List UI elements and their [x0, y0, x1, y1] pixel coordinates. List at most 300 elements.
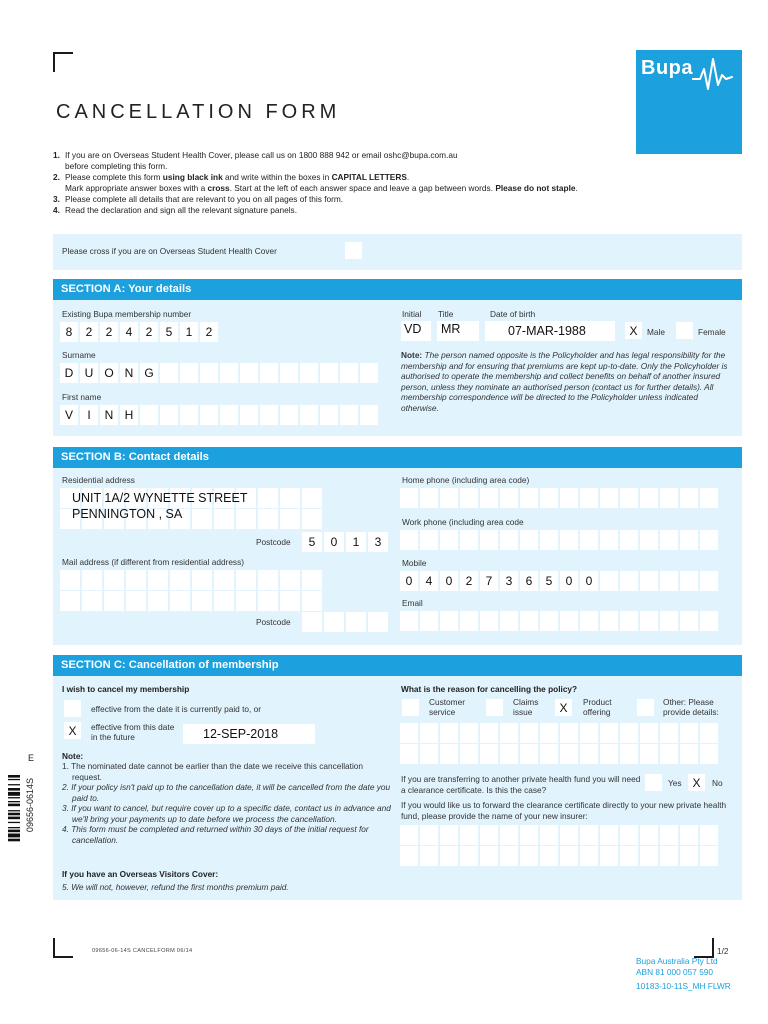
char-box[interactable] — [258, 509, 280, 529]
transfer-yes-label: Yes — [668, 778, 682, 788]
char-box[interactable] — [420, 846, 440, 866]
note-3: 3. If you want to cancel, but require cover up to a specific date, contact us in advance and we'll bring your payments up to date before we process the cancellation. — [62, 803, 391, 824]
char-box[interactable] — [200, 363, 220, 383]
mail-address-line2[interactable] — [60, 591, 324, 611]
reason-claims-label: Claims issue — [513, 697, 539, 717]
char-box[interactable] — [640, 846, 660, 866]
char-box[interactable]: G — [140, 363, 160, 383]
char-box[interactable] — [560, 530, 580, 550]
barcode — [8, 775, 20, 878]
reason-details-line1[interactable] — [400, 723, 720, 743]
char-box[interactable] — [600, 744, 620, 764]
residential-label: Residential address — [62, 475, 135, 485]
char-box[interactable] — [236, 570, 258, 590]
char-box[interactable] — [460, 846, 480, 866]
char-box[interactable] — [302, 488, 324, 508]
char-box[interactable] — [400, 723, 420, 743]
transfer-no-checkbox[interactable]: X — [688, 774, 705, 791]
char-box[interactable] — [580, 846, 600, 866]
char-box[interactable] — [148, 591, 170, 611]
firstname-field[interactable] — [60, 405, 380, 425]
char-box[interactable] — [104, 591, 126, 611]
char-box[interactable] — [580, 611, 600, 631]
char-box[interactable] — [302, 591, 324, 611]
char-box[interactable]: 2 — [80, 322, 100, 342]
initial-label: Initial — [402, 309, 422, 319]
form-reference: 10183-10-11S_MH FLWR — [636, 981, 731, 991]
char-box[interactable] — [540, 530, 560, 550]
char-box[interactable] — [180, 363, 200, 383]
char-box[interactable] — [580, 530, 600, 550]
char-box[interactable] — [640, 611, 660, 631]
note-4: 4. This form must be completed and returned within 30 days of the initial request for cancellation. — [62, 824, 369, 845]
char-box[interactable]: 1 — [346, 532, 368, 552]
char-box[interactable] — [620, 846, 640, 866]
char-box[interactable] — [520, 744, 540, 764]
char-box[interactable] — [320, 405, 340, 425]
ovc-note: 5. We will not, however, refund the first months premium paid. — [62, 882, 289, 892]
residential-line2: PENNINGTON , SA — [72, 507, 183, 521]
char-box[interactable] — [240, 363, 260, 383]
char-box[interactable] — [460, 744, 480, 764]
char-box[interactable] — [460, 530, 480, 550]
char-box[interactable] — [400, 744, 420, 764]
char-box[interactable] — [680, 488, 700, 508]
char-box[interactable] — [660, 611, 680, 631]
char-box[interactable] — [620, 825, 640, 845]
char-box[interactable]: 2 — [100, 322, 120, 342]
char-box[interactable] — [560, 744, 580, 764]
char-box[interactable] — [220, 363, 240, 383]
char-box[interactable] — [580, 744, 600, 764]
char-box[interactable]: O — [100, 363, 120, 383]
char-box[interactable] — [400, 488, 420, 508]
char-box[interactable] — [104, 570, 126, 590]
male-label: Male — [647, 327, 665, 337]
section-c-heading: SECTION C: Cancellation of membership — [53, 655, 742, 676]
char-box[interactable] — [302, 570, 324, 590]
char-box[interactable] — [700, 571, 720, 591]
char-box[interactable] — [420, 530, 440, 550]
firstname-label: First name — [62, 392, 102, 402]
reason-customer-checkbox[interactable] — [402, 699, 419, 716]
heartbeat-icon — [692, 55, 738, 95]
char-box[interactable] — [640, 488, 660, 508]
char-box[interactable]: 0 — [400, 571, 420, 591]
char-box[interactable] — [440, 723, 460, 743]
mail-address-label: Mail address (if different from residential address) — [62, 557, 244, 567]
reason-claims-checkbox[interactable] — [486, 699, 503, 716]
char-box[interactable] — [480, 744, 500, 764]
char-box[interactable] — [520, 825, 540, 845]
cancel-paid-to-checkbox[interactable] — [64, 700, 81, 717]
transfer-no-label: No — [712, 778, 723, 788]
char-box[interactable] — [560, 723, 580, 743]
section-a-heading: SECTION A: Your details — [53, 279, 742, 300]
char-box[interactable]: 0 — [440, 571, 460, 591]
female-checkbox[interactable] — [676, 322, 693, 339]
char-box[interactable]: V — [60, 405, 80, 425]
char-box[interactable] — [440, 825, 460, 845]
char-box[interactable] — [560, 488, 580, 508]
char-box[interactable] — [580, 723, 600, 743]
char-box[interactable] — [440, 744, 460, 764]
char-box[interactable] — [148, 570, 170, 590]
char-box[interactable] — [520, 723, 540, 743]
initial-value: VD — [404, 322, 422, 336]
title-value: MR — [441, 322, 461, 336]
email-label: Email — [402, 598, 423, 608]
char-box[interactable] — [368, 612, 390, 632]
instruction-1: 1. If you are on Overseas Student Health Cover, please call us on 1800 888 942 or email oshc@bupa.com.au — [53, 150, 458, 160]
crop-mark-bottom-right — [694, 938, 714, 958]
section-c-notes — [62, 761, 392, 845]
char-box[interactable] — [236, 591, 258, 611]
char-box[interactable]: N — [120, 363, 140, 383]
instruction-1-line2: before completing this form. — [65, 161, 168, 171]
char-box[interactable] — [680, 846, 700, 866]
char-box[interactable] — [302, 509, 324, 529]
surname-field[interactable] — [60, 363, 380, 383]
surname-label: Surname — [62, 350, 96, 360]
char-box[interactable] — [660, 744, 680, 764]
char-box[interactable] — [540, 846, 560, 866]
side-letter: E — [28, 753, 35, 763]
reason-other-label: Other: Please provide details: — [663, 697, 719, 717]
char-box[interactable] — [480, 530, 500, 550]
char-box[interactable] — [180, 405, 200, 425]
mobile-field[interactable] — [400, 571, 720, 591]
char-box[interactable] — [280, 488, 302, 508]
bupa-logo-text: Bupa — [641, 57, 693, 79]
cancel-future-label: effective from this date in the future — [91, 722, 175, 742]
oshc-label: Please cross if you are on Overseas Student Health Cover — [62, 246, 277, 256]
char-box[interactable] — [160, 363, 180, 383]
char-box[interactable]: 6 — [520, 571, 540, 591]
new-insurer-line2[interactable] — [400, 846, 720, 866]
char-box[interactable] — [680, 530, 700, 550]
char-box[interactable] — [360, 363, 380, 383]
char-box[interactable] — [440, 846, 460, 866]
char-box[interactable] — [420, 825, 440, 845]
char-box[interactable] — [400, 530, 420, 550]
char-box[interactable] — [420, 488, 440, 508]
char-box[interactable] — [420, 611, 440, 631]
char-box[interactable] — [60, 570, 82, 590]
char-box[interactable] — [200, 405, 220, 425]
ovc-heading: If you have an Overseas Visitors Cover: — [62, 869, 219, 879]
char-box[interactable] — [258, 570, 280, 590]
char-box[interactable] — [680, 723, 700, 743]
char-box[interactable] — [258, 591, 280, 611]
cancel-heading: I wish to cancel my membership — [62, 684, 190, 694]
char-box[interactable]: 3 — [368, 532, 390, 552]
char-box[interactable] — [126, 570, 148, 590]
char-box[interactable]: 8 — [60, 322, 80, 342]
char-box[interactable] — [640, 723, 660, 743]
char-box[interactable] — [620, 571, 640, 591]
mail-postcode-field[interactable] — [302, 612, 390, 632]
postcode-field[interactable] — [302, 532, 390, 552]
female-label: Female — [698, 327, 726, 337]
char-box[interactable] — [500, 488, 520, 508]
char-box[interactable] — [700, 846, 720, 866]
mail-postcode-label: Postcode — [256, 617, 291, 627]
char-box[interactable]: D — [60, 363, 80, 383]
char-box[interactable] — [680, 611, 700, 631]
char-box[interactable] — [640, 825, 660, 845]
char-box[interactable] — [520, 488, 540, 508]
char-box[interactable] — [340, 405, 360, 425]
char-box[interactable]: 2 — [140, 322, 160, 342]
char-box[interactable] — [700, 530, 720, 550]
instructions — [53, 150, 653, 216]
char-box[interactable] — [500, 723, 520, 743]
char-box[interactable] — [660, 488, 680, 508]
char-box[interactable] — [600, 846, 620, 866]
char-box[interactable] — [302, 612, 324, 632]
char-box[interactable] — [280, 570, 302, 590]
page-number: 1/2 — [717, 946, 729, 956]
cancel-future-checkbox[interactable]: X — [64, 722, 81, 739]
char-box[interactable] — [220, 405, 240, 425]
form-title: CANCELLATION FORM — [56, 101, 341, 123]
char-box[interactable] — [192, 570, 214, 590]
char-box[interactable]: 4 — [120, 322, 140, 342]
char-box[interactable] — [400, 611, 420, 631]
char-box[interactable] — [236, 509, 258, 529]
char-box[interactable] — [400, 825, 420, 845]
char-box[interactable]: 7 — [480, 571, 500, 591]
char-box[interactable] — [460, 825, 480, 845]
char-box[interactable] — [640, 571, 660, 591]
char-box[interactable] — [680, 744, 700, 764]
male-checkbox[interactable]: X — [625, 322, 642, 339]
char-box[interactable] — [560, 825, 580, 845]
char-box[interactable] — [700, 744, 720, 764]
char-box[interactable] — [400, 846, 420, 866]
char-box[interactable] — [520, 611, 540, 631]
char-box[interactable] — [340, 363, 360, 383]
char-box[interactable] — [126, 591, 148, 611]
form-code: 09656-06-14S CANCELFORM 06/14 — [92, 948, 193, 954]
char-box[interactable]: I — [80, 405, 100, 425]
instruction-2: 2. Please complete this form using black ink and write within the boxes in CAPITAL LETTERS. — [53, 172, 410, 182]
char-box[interactable]: 2 — [460, 571, 480, 591]
email-field[interactable] — [400, 611, 720, 631]
instruction-3: 3. Please complete all details that are relevant to you on all pages of this form. — [53, 194, 344, 204]
char-box[interactable] — [540, 744, 560, 764]
reason-other-checkbox[interactable] — [637, 699, 654, 716]
char-box[interactable] — [600, 723, 620, 743]
char-box[interactable] — [260, 363, 280, 383]
char-box[interactable] — [460, 611, 480, 631]
forward-question: If you would like us to forward the clearance certificate directly to your new private health fund, please provide the name of your new insurer: — [401, 800, 727, 821]
char-box[interactable] — [580, 488, 600, 508]
transfer-question: If you are transferring to another private health fund you will need a clearance certificate. Is this the case? — [401, 774, 641, 795]
char-box[interactable] — [620, 723, 640, 743]
char-box[interactable] — [300, 363, 320, 383]
char-box[interactable] — [680, 571, 700, 591]
char-box[interactable] — [580, 825, 600, 845]
char-box[interactable] — [500, 825, 520, 845]
home-phone-field[interactable] — [400, 488, 720, 508]
char-box[interactable] — [620, 611, 640, 631]
membership-label: Existing Bupa membership number — [62, 309, 192, 319]
char-box[interactable] — [660, 530, 680, 550]
char-box[interactable] — [280, 509, 302, 529]
char-box[interactable] — [170, 591, 192, 611]
char-box[interactable]: 3 — [500, 571, 520, 591]
char-box[interactable] — [460, 488, 480, 508]
char-box[interactable]: 5 — [302, 532, 324, 552]
future-date-value: 12-SEP-2018 — [203, 727, 279, 741]
char-box[interactable] — [60, 591, 82, 611]
char-box[interactable] — [280, 405, 300, 425]
company-name: Bupa Australia Pty Ltd — [636, 956, 718, 966]
char-box[interactable] — [480, 723, 500, 743]
char-box[interactable] — [280, 363, 300, 383]
char-box[interactable] — [214, 509, 236, 529]
char-box[interactable]: 1 — [180, 322, 200, 342]
char-box[interactable] — [620, 488, 640, 508]
reason-details-line2[interactable] — [400, 744, 720, 764]
char-box[interactable] — [600, 530, 620, 550]
char-box[interactable] — [420, 744, 440, 764]
char-box[interactable] — [640, 530, 660, 550]
char-box[interactable] — [214, 591, 236, 611]
transfer-yes-checkbox[interactable] — [645, 774, 662, 791]
char-box[interactable] — [620, 744, 640, 764]
section-a-note: Note: The person named opposite is the Policyholder and has legal responsibility for the membership and for ensuring that premiums are kept up-to-date. Only the Policyholder is authorised to operate the membership and collect benefits on behalf of another insured person, unless they nominate an authorised person (contact us for further details). All membership correspondence will be directed to the Policyholder unless indicated otherwise. — [401, 350, 728, 413]
char-box[interactable] — [300, 405, 320, 425]
char-box[interactable] — [260, 405, 280, 425]
char-box[interactable] — [700, 611, 720, 631]
dob-value: 07-MAR-1988 — [508, 324, 586, 338]
char-box[interactable] — [240, 405, 260, 425]
char-box[interactable] — [620, 530, 640, 550]
char-box[interactable] — [700, 488, 720, 508]
char-box[interactable] — [520, 846, 540, 866]
work-phone-label: Work phone (including area code — [402, 517, 524, 527]
char-box[interactable] — [160, 405, 180, 425]
char-box[interactable] — [660, 825, 680, 845]
char-box[interactable] — [540, 611, 560, 631]
char-box[interactable] — [170, 570, 192, 590]
char-box[interactable]: 0 — [580, 571, 600, 591]
char-box[interactable] — [560, 846, 580, 866]
char-box[interactable] — [660, 846, 680, 866]
char-box[interactable] — [214, 570, 236, 590]
char-box[interactable] — [640, 744, 660, 764]
char-box[interactable] — [440, 488, 460, 508]
note-1: 1. The nominated date cannot be earlier than the date we receive this cancellation request. — [62, 761, 364, 782]
dob-label: Date of birth — [490, 309, 536, 319]
home-phone-label: Home phone (including area code) — [402, 475, 530, 485]
char-box[interactable] — [520, 530, 540, 550]
char-box[interactable] — [82, 591, 104, 611]
char-box[interactable] — [600, 488, 620, 508]
char-box[interactable]: 0 — [560, 571, 580, 591]
char-box[interactable] — [500, 846, 520, 866]
mobile-label: Mobile — [402, 558, 427, 568]
reason-heading: What is the reason for cancelling the policy? — [401, 684, 578, 694]
char-box[interactable] — [500, 530, 520, 550]
char-box[interactable]: 0 — [324, 532, 346, 552]
char-box[interactable] — [480, 825, 500, 845]
char-box[interactable] — [540, 723, 560, 743]
char-box[interactable] — [680, 825, 700, 845]
char-box[interactable] — [192, 591, 214, 611]
barcode-text: 09656-0614S — [25, 778, 35, 833]
char-box[interactable] — [600, 611, 620, 631]
work-phone-field[interactable] — [400, 530, 720, 550]
char-box[interactable] — [140, 405, 160, 425]
char-box[interactable] — [280, 591, 302, 611]
mail-address-line1[interactable] — [60, 570, 324, 590]
char-box[interactable] — [600, 825, 620, 845]
char-box[interactable] — [460, 723, 480, 743]
char-box[interactable]: U — [80, 363, 100, 383]
char-box[interactable] — [440, 611, 460, 631]
char-box[interactable]: 5 — [540, 571, 560, 591]
reason-product-checkbox[interactable]: X — [555, 699, 572, 716]
char-box[interactable] — [500, 744, 520, 764]
char-box[interactable] — [82, 570, 104, 590]
instruction-4: 4. Read the declaration and sign all the relevant signature panels. — [53, 205, 298, 215]
char-box[interactable] — [560, 611, 580, 631]
char-box[interactable] — [440, 530, 460, 550]
char-box[interactable] — [346, 612, 368, 632]
char-box[interactable] — [420, 723, 440, 743]
char-box[interactable]: 4 — [420, 571, 440, 591]
title-label: Title — [438, 309, 454, 319]
company-abn: ABN 81 000 057 590 — [636, 967, 714, 977]
char-box[interactable] — [320, 363, 340, 383]
char-box[interactable] — [360, 405, 380, 425]
char-box[interactable]: 5 — [160, 322, 180, 342]
char-box[interactable] — [258, 488, 280, 508]
char-box[interactable] — [324, 612, 346, 632]
section-c-note-label: Note: — [62, 751, 84, 761]
char-box[interactable] — [192, 509, 214, 529]
crop-mark-top-left — [53, 52, 73, 72]
crop-mark-bottom-left — [53, 938, 73, 958]
char-box[interactable] — [600, 571, 620, 591]
membership-number-field[interactable] — [60, 322, 220, 342]
char-box[interactable] — [540, 488, 560, 508]
char-box[interactable] — [480, 611, 500, 631]
char-box[interactable] — [660, 571, 680, 591]
new-insurer-line1[interactable] — [400, 825, 720, 845]
postcode-label: Postcode — [256, 537, 291, 547]
char-box[interactable] — [700, 825, 720, 845]
char-box[interactable]: H — [120, 405, 140, 425]
char-box[interactable] — [700, 723, 720, 743]
reason-product-label: Product offering — [583, 697, 612, 717]
char-box[interactable] — [660, 723, 680, 743]
char-box[interactable]: 2 — [200, 322, 220, 342]
char-box[interactable] — [500, 611, 520, 631]
oshc-checkbox[interactable] — [345, 242, 362, 259]
char-box[interactable] — [480, 488, 500, 508]
section-b-heading: SECTION B: Contact details — [53, 447, 742, 468]
residential-line1: UNIT 1A/2 WYNETTE STREET — [72, 491, 248, 505]
char-box[interactable] — [540, 825, 560, 845]
reason-customer-label: Customer service — [429, 697, 465, 717]
char-box[interactable]: N — [100, 405, 120, 425]
char-box[interactable] — [480, 846, 500, 866]
